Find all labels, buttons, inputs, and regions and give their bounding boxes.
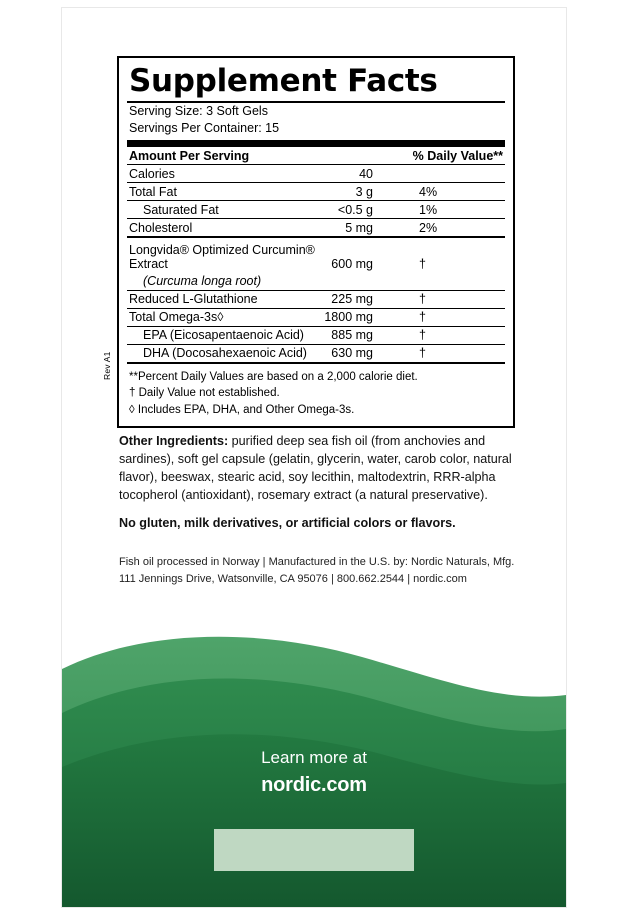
nutrition-table	[127, 147, 505, 364]
servings-per-container: Servings Per Container: 15	[129, 120, 280, 135]
nutrient-name: Total Omega-3s◊	[127, 308, 324, 326]
other-ingredients-block	[119, 433, 515, 532]
other-ingredients-label: Other Ingredients:	[119, 434, 229, 448]
website-url[interactable]: nordic.com	[261, 774, 367, 796]
product-package-panel	[62, 8, 566, 907]
table-row	[127, 165, 505, 183]
supplement-facts-title: Supplement Facts	[129, 63, 438, 99]
table-row	[127, 326, 505, 344]
table-row	[127, 201, 505, 219]
nutrient-subname: (Curcuma longa root)	[127, 273, 324, 291]
nutrient-amount: 885 mg	[324, 326, 401, 344]
learn-more-text: Learn more at	[261, 748, 367, 768]
barcode-placeholder-box	[214, 829, 414, 871]
nutrient-dv: †	[401, 308, 505, 326]
allergen-statement: No gluten, milk derivatives, or artificial colors or flavors.	[119, 515, 456, 530]
nutrient-amount: 630 mg	[324, 344, 401, 363]
nutrient-name: Reduced L-Glutathione	[127, 290, 324, 308]
table-row	[127, 344, 505, 363]
footnote-dagger: † Daily Value not established.	[129, 387, 280, 400]
learn-more-block	[62, 746, 566, 800]
nutrient-dv: †	[401, 344, 505, 363]
header-amount-per-serving: Amount Per Serving	[127, 147, 324, 165]
nutrient-amount: 5 mg	[324, 219, 401, 238]
nutrient-amount: 225 mg	[324, 290, 401, 308]
nutrient-dv: †	[419, 257, 426, 271]
nutrient-name: Saturated Fat	[127, 201, 324, 219]
other-ingredients-text: purified deep sea fish oil (from anchovies and sardines), soft gel capsule (gelatin, glycerin, water, carob color, natural flavor), beeswax, stearic acid, soy lecithin, maltodextrin, RRR-alpha tocopherol (antioxidant), rosemary extract (a natural preservative).	[119, 434, 512, 502]
nutrient-amount: <0.5 g	[324, 201, 401, 219]
table-row	[127, 183, 505, 201]
table-row	[127, 308, 505, 326]
nutrient-amount: 3 g	[324, 183, 401, 201]
footnotes	[127, 364, 505, 420]
nutrient-dv	[401, 165, 505, 183]
table-row	[127, 290, 505, 308]
footnote-daily-values: **Percent Daily Values are based on a 2,000 calorie diet.	[129, 370, 418, 383]
nutrient-amount: 40	[324, 165, 401, 183]
nutrient-amount: 600 mg	[331, 257, 373, 271]
nutrient-amount-empty	[324, 273, 401, 291]
nutrient-dv: †	[401, 326, 505, 344]
manufacturer-line-2: 111 Jennings Drive, Watsonville, CA 95076 | 800.662.2544 | nordic.com	[119, 572, 467, 585]
manufacturer-line-1: Fish oil processed in Norway | Manufactured in the U.S. by: Nordic Naturals, Mfg.	[119, 556, 515, 568]
table-row	[127, 219, 505, 238]
nutrient-dv: †	[401, 290, 505, 308]
nutrient-name: Cholesterol	[127, 219, 324, 238]
nutrient-name: Calories	[127, 165, 324, 183]
nutrient-dv: 1%	[401, 201, 505, 219]
nutrient-dv-empty	[401, 273, 505, 291]
header-daily-value: % Daily Value**	[401, 147, 505, 165]
serving-size: Serving Size: 3 Soft Gels	[129, 104, 268, 118]
nutrient-dv: 2%	[401, 219, 505, 238]
nutrient-amount: 1800 mg	[324, 308, 401, 326]
header-amount-spacer	[324, 147, 401, 165]
footnote-lozenge: ◊ Includes EPA, DHA, and Other Omega-3s.	[129, 403, 355, 416]
table-header-row	[127, 147, 505, 165]
manufacturer-info	[119, 554, 519, 587]
nutrient-name: DHA (Docosahexaenoic Acid)	[127, 344, 324, 363]
nutrient-name: EPA (Eicosapentaenoic Acid)	[127, 326, 324, 344]
nutrient-name: Longvida® Optimized Curcumin® Extract	[129, 243, 315, 271]
table-row	[127, 237, 505, 273]
revision-label: Rev A1	[102, 351, 112, 380]
table-subrow	[127, 273, 505, 291]
nutrient-dv: 4%	[401, 183, 505, 201]
nutrient-name: Total Fat	[127, 183, 324, 201]
supplement-facts-panel	[117, 56, 515, 428]
